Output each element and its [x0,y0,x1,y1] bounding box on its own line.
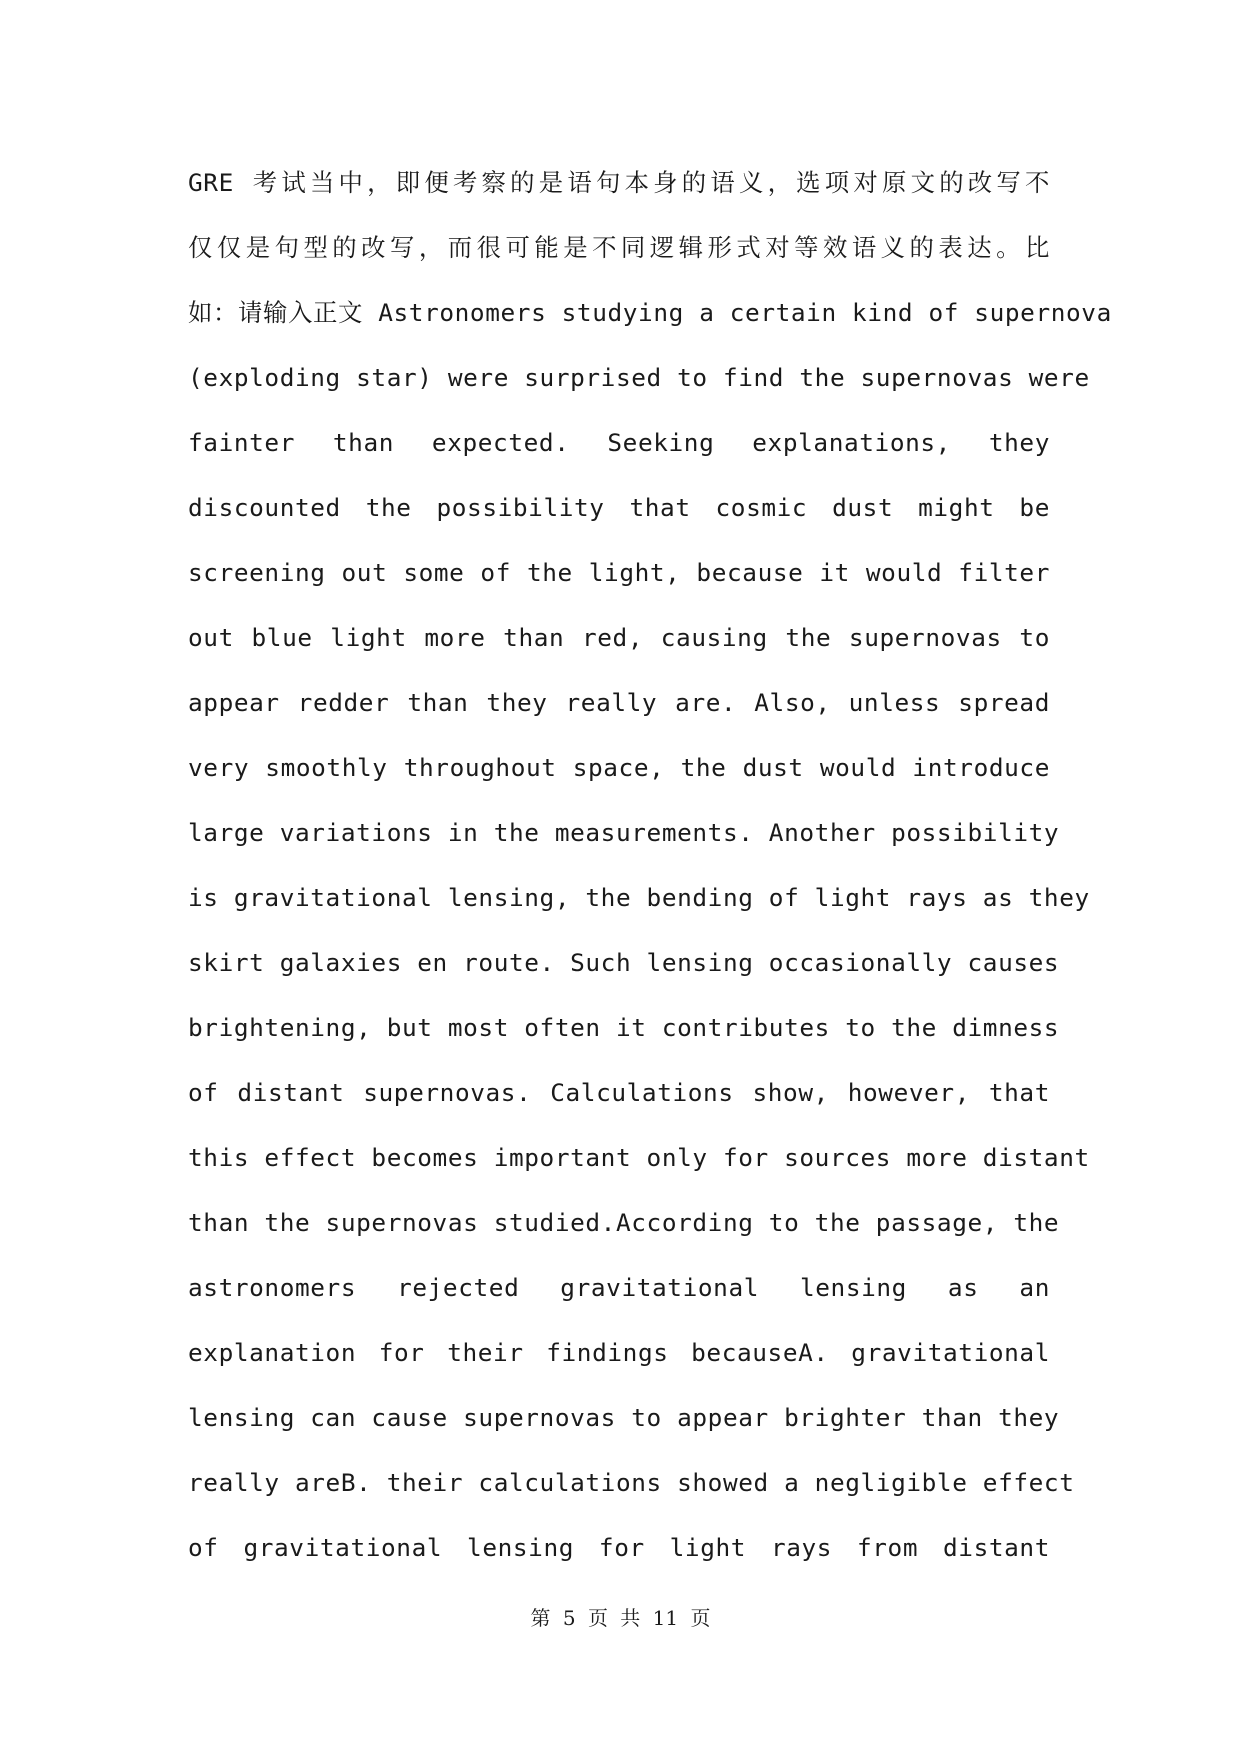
body-text [188,150,1112,1580]
text-line: fainter than expected. Seeking explanations, they [188,428,1050,457]
text-line: brightening, but most often it contributes to the dimness [188,1013,1060,1042]
page-number-footer: 第 5 页 共 11 页 [530,1606,711,1630]
text-line: than the supernovas studied.According to the passage, the [188,1208,1060,1237]
text-line: very smoothly throughout space, the dust would introduce [188,753,1050,782]
text-line: appear redder than they really are. Also, unless spread [188,688,1050,717]
text-line: out blue light more than red, causing the supernovas to [188,623,1050,652]
text-line: lensing can cause supernovas to appear brighter than they [188,1403,1060,1432]
text-line: of distant supernovas. Calculations show, however, that [188,1078,1050,1107]
text-line: discounted the possibility that cosmic dust might be [188,493,1050,522]
text-line: large variations in the measurements. Another possibility [188,818,1060,847]
text-line: GRE 考试当中，即便考察的是语句本身的语义，选项对原文的改写不 [188,168,1050,197]
text-line: is gravitational lensing, the bending of light rays as they [188,883,1090,912]
text-line: skirt galaxies en route. Such lensing occasionally causes [188,948,1060,977]
text-line: screening out some of the light, because it would filter [188,558,1050,587]
text-line: this effect becomes important only for sources more distant [188,1143,1090,1172]
text-line: 仅仅是句型的改写，而很可能是不同逻辑形式对等效语义的表达。比 [188,233,1050,262]
text-line: explanation for their findings becauseA. gravitational [188,1338,1050,1367]
text-line: astronomers rejected gravitational lensing as an [188,1273,1050,1302]
text-line: (exploding star) were surprised to find the supernovas were [188,363,1090,392]
text-line: really areB. their calculations showed a negligible effect [188,1468,1075,1497]
text-line: of gravitational lensing for light rays from distant [188,1533,1050,1562]
text-line: 如：请输入正文 Astronomers studying a certain kind of supernova [188,298,1112,327]
